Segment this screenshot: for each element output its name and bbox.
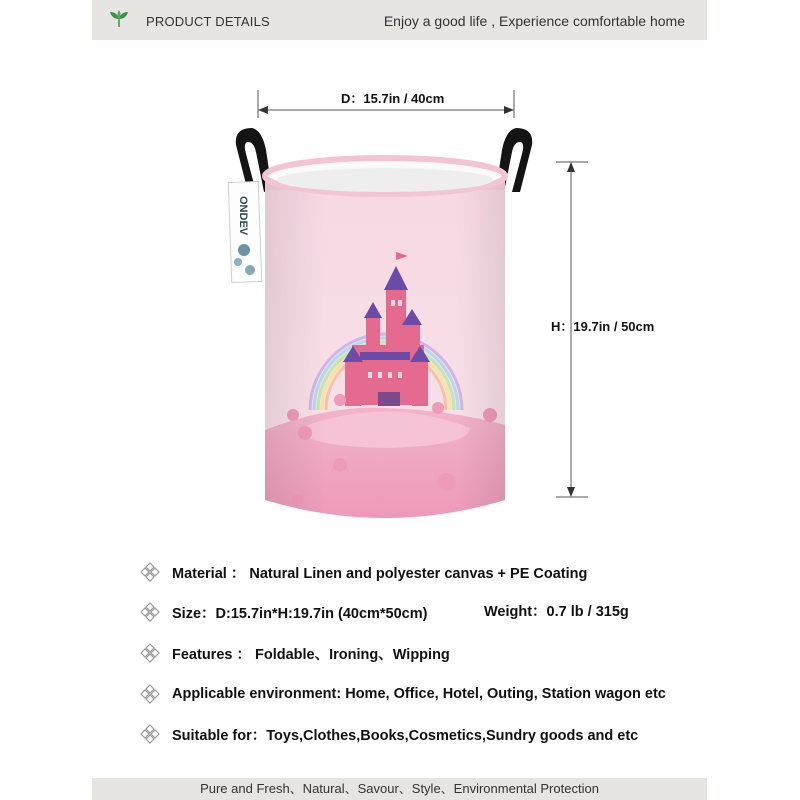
diamond-knot-icon (140, 562, 160, 582)
weight-text: Weight：0.7 lb / 315g (484, 604, 629, 620)
diamond-knot-icon (140, 602, 160, 622)
spec-environment (140, 683, 666, 705)
features-text: Features ： Foldable、Ironing、Wipping (172, 646, 450, 663)
height-label: H：19.7in / 50cm (551, 319, 655, 334)
footer-bar (92, 778, 707, 800)
spec-suitable (140, 723, 638, 745)
diamond-knot-icon (140, 684, 160, 704)
footer-tagline: Pure and Fresh、Natural、Savour、Style、Environmental Protection (200, 781, 599, 796)
spec-material (140, 561, 587, 583)
brand-tag (228, 182, 261, 283)
spec-features (140, 642, 450, 664)
diamond-knot-icon (140, 643, 160, 663)
diamond-knot-icon (140, 724, 160, 744)
size-text: Size：D:15.7in*H:19.7in (40cm*50cm) (172, 605, 428, 622)
suitable-text: Suitable for：Toys,Clothes,Books,Cosmetics,Sundry goods and etc (172, 727, 639, 744)
material-text: Material ： Natural Linen and polyester canvas + PE Coating (172, 565, 588, 582)
diameter-label: D：15.7in / 40cm (341, 91, 445, 106)
environment-text: Applicable environment: Home, Office, Hotel, Outing, Station wagon etc (172, 686, 666, 702)
svg-text:ONDEV: ONDEV (237, 196, 249, 236)
product-details-title: PRODUCT DETAILS (146, 14, 270, 29)
header-slogan: Enjoy a good life , Experience comfortable home (383, 13, 685, 29)
